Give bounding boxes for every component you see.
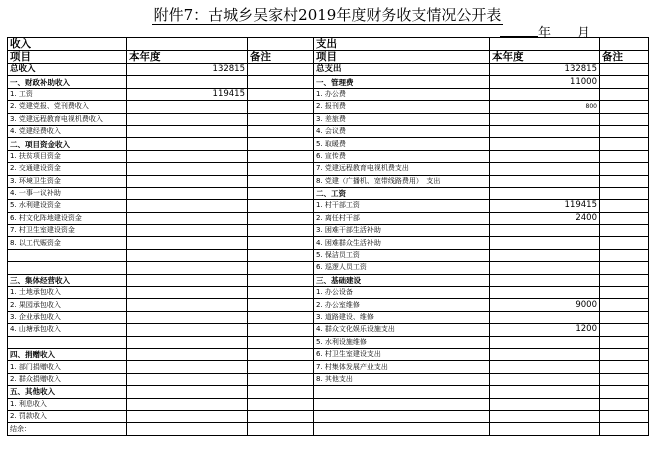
- income-value-cell: 119415: [127, 88, 248, 100]
- income-item-cell: 二、项目资金收入: [8, 138, 127, 150]
- expense-item-cell: [314, 423, 490, 435]
- income-note-cell: [248, 348, 314, 360]
- expense-item-cell: 1. 村干部工资: [314, 200, 490, 212]
- table-row: [8, 76, 649, 88]
- table-row: [8, 361, 649, 373]
- income-note-cell: [248, 88, 314, 100]
- income-header: 收入: [8, 38, 127, 51]
- expense-item-cell: 6. 宣传费: [314, 150, 490, 162]
- income-note-cell: [248, 113, 314, 125]
- income-value-cell: [127, 398, 248, 410]
- expense-note-cell: [600, 336, 649, 348]
- income-value-cell: [127, 249, 248, 261]
- expense-value-cell: [490, 225, 600, 237]
- expense-value-cell: [490, 163, 600, 175]
- income-this-year-header: 本年度: [127, 51, 248, 64]
- income-note-cell: [248, 175, 314, 187]
- income-value-cell: [127, 163, 248, 175]
- expense-note-cell: [600, 386, 649, 398]
- expense-item-cell: [314, 398, 490, 410]
- income-note-cell: [248, 398, 314, 410]
- table-row: [8, 299, 649, 311]
- income-value-cell: [127, 336, 248, 348]
- expense-item-cell: [314, 410, 490, 422]
- table-row: [8, 336, 649, 348]
- expense-value-cell: [490, 262, 600, 274]
- table-row: [8, 163, 649, 175]
- expense-note-header: 备注: [600, 51, 649, 64]
- expense-value-cell: [490, 386, 600, 398]
- expense-note-cell: [600, 187, 649, 199]
- income-value-cell: [127, 150, 248, 162]
- header-blank: [248, 38, 314, 51]
- expense-item-cell: 4. 会议费: [314, 125, 490, 137]
- expense-note-cell: [600, 348, 649, 360]
- table-row: [8, 150, 649, 162]
- income-note-cell: [248, 237, 314, 249]
- income-note-cell: [248, 150, 314, 162]
- table-row: [8, 101, 649, 113]
- income-item-cell: 五、其他收入: [8, 386, 127, 398]
- expense-note-cell: [600, 398, 649, 410]
- table-row: [8, 225, 649, 237]
- income-item-cell: 4. 一事一议补助: [8, 187, 127, 199]
- income-value-cell: [127, 361, 248, 373]
- income-value-cell: [127, 138, 248, 150]
- income-item-cell: 2. 果园承包收入: [8, 299, 127, 311]
- income-value-cell: [127, 274, 248, 286]
- income-note-cell: [248, 212, 314, 224]
- income-note-cell: [248, 200, 314, 212]
- income-item-cell: [8, 336, 127, 348]
- income-note-cell: [248, 76, 314, 88]
- income-note-cell: [248, 311, 314, 323]
- income-note-cell: [248, 225, 314, 237]
- income-value-cell: 132815: [127, 64, 248, 76]
- expense-value-cell: [490, 125, 600, 137]
- month-label: 月: [577, 26, 591, 41]
- income-value-cell: [127, 386, 248, 398]
- expense-note-cell: [600, 88, 649, 100]
- expense-value-cell: [490, 113, 600, 125]
- expense-value-cell: [490, 410, 600, 422]
- expense-note-cell: [600, 262, 649, 274]
- expense-this-year-header: 本年度: [490, 51, 600, 64]
- income-item-cell: 6. 村文化阵地建设资金: [8, 212, 127, 224]
- income-item-cell: 3. 环境卫生资金: [8, 175, 127, 187]
- expense-value-cell: [490, 311, 600, 323]
- income-note-cell: [248, 361, 314, 373]
- expense-value-cell: [490, 348, 600, 360]
- expense-value-cell: [490, 175, 600, 187]
- expense-item-cell: 2. 离任村干部: [314, 212, 490, 224]
- income-value-cell: [127, 423, 248, 435]
- income-value-cell: [127, 410, 248, 422]
- table-row: [8, 212, 649, 224]
- income-item-cell: 4. 党建经费收入: [8, 125, 127, 137]
- expense-item-cell: 6. 巡逻人员工资: [314, 262, 490, 274]
- income-note-cell: [248, 373, 314, 385]
- income-item-cell: 2. 交通建设资金: [8, 163, 127, 175]
- expense-value-cell: 1200: [490, 324, 600, 336]
- income-note-cell: [248, 287, 314, 299]
- expense-note-cell: [600, 200, 649, 212]
- expense-item-cell: 三、基础建设: [314, 274, 490, 286]
- expense-value-cell: [490, 287, 600, 299]
- income-value-cell: [127, 225, 248, 237]
- table-row: [8, 348, 649, 360]
- expense-note-cell: [600, 274, 649, 286]
- table-row: [8, 311, 649, 323]
- table-row: [8, 125, 649, 137]
- income-note-cell: [248, 64, 314, 76]
- expense-item-cell: 2. 报刊费: [314, 101, 490, 113]
- expense-item-cell: 二、工资: [314, 187, 490, 199]
- expense-value-cell: 11000: [490, 76, 600, 88]
- expense-item-header: 项目: [314, 51, 490, 64]
- expense-item-cell: 3. 困难干部生活补助: [314, 225, 490, 237]
- income-item-cell: 1. 扶贫项目资金: [8, 150, 127, 162]
- income-item-cell: 结余：: [8, 423, 127, 435]
- expense-note-cell: [600, 237, 649, 249]
- year-label: 年: [538, 26, 552, 41]
- expense-value-cell: [490, 88, 600, 100]
- income-item-cell: 2. 罚款收入: [8, 410, 127, 422]
- income-note-cell: [248, 274, 314, 286]
- expense-item-cell: 一、管理费: [314, 76, 490, 88]
- income-item-cell: [8, 249, 127, 261]
- income-note-cell: [248, 423, 314, 435]
- expense-note-cell: [600, 150, 649, 162]
- expense-item-cell: 3. 道路建设、维修: [314, 311, 490, 323]
- title-text: 附件7：古城乡吴家村2019年度财务收支情况公开表: [153, 6, 502, 24]
- expense-note-cell: [600, 113, 649, 125]
- income-note-cell: [248, 299, 314, 311]
- income-value-cell: [127, 299, 248, 311]
- income-item-cell: 3. 企业承包收入: [8, 311, 127, 323]
- income-note-cell: [248, 336, 314, 348]
- income-note-cell: [248, 101, 314, 113]
- column-header-row: [8, 51, 649, 64]
- expense-note-cell: [600, 101, 649, 113]
- income-item-cell: 1. 利息收入: [8, 398, 127, 410]
- income-value-cell: [127, 373, 248, 385]
- income-value-cell: [127, 262, 248, 274]
- finance-table: [7, 37, 649, 436]
- section-header-row: [8, 38, 649, 51]
- expense-note-cell: [600, 163, 649, 175]
- table-row: [8, 237, 649, 249]
- table-row: [8, 373, 649, 385]
- expense-note-cell: [600, 311, 649, 323]
- expense-value-cell: 119415: [490, 200, 600, 212]
- expense-note-cell: [600, 125, 649, 137]
- income-value-cell: [127, 76, 248, 88]
- expense-value-cell: [490, 187, 600, 199]
- header-blank: [600, 38, 649, 51]
- expense-item-cell: 1. 办公设备: [314, 287, 490, 299]
- expense-value-cell: [490, 398, 600, 410]
- income-note-cell: [248, 249, 314, 261]
- income-note-cell: [248, 262, 314, 274]
- income-item-cell: 8. 以工代赈资金: [8, 237, 127, 249]
- table-row: [8, 200, 649, 212]
- table-row: [8, 410, 649, 422]
- header-blank: [490, 38, 600, 51]
- table-row: [8, 274, 649, 286]
- income-item-cell: 1. 部门捐赠收入: [8, 361, 127, 373]
- income-value-cell: [127, 237, 248, 249]
- income-item-cell: 1. 土地承包收入: [8, 287, 127, 299]
- expense-item-cell: 2. 办公室维修: [314, 299, 490, 311]
- expense-header: 支出: [314, 38, 490, 51]
- expense-note-cell: [600, 299, 649, 311]
- expense-item-cell: 7. 村集体发展产业支出: [314, 361, 490, 373]
- expense-value-cell: [490, 150, 600, 162]
- expense-note-cell: [600, 361, 649, 373]
- expense-note-cell: [600, 324, 649, 336]
- expense-item-cell: 5. 水利设施维修: [314, 336, 490, 348]
- table-row: [8, 175, 649, 187]
- expense-item-cell: 7. 党建远程教育电视机费支出: [314, 163, 490, 175]
- income-item-header: 项目: [8, 51, 127, 64]
- expense-item-cell: 4. 困难群众生活补助: [314, 237, 490, 249]
- expense-value-cell: [490, 274, 600, 286]
- table-row: [8, 423, 649, 435]
- expense-item-cell: [314, 386, 490, 398]
- table-row: [8, 324, 649, 336]
- income-value-cell: [127, 113, 248, 125]
- expense-value-cell: [490, 361, 600, 373]
- income-item-cell: 2. 党建党报、党刊费收入: [8, 101, 127, 113]
- expense-value-cell: [490, 336, 600, 348]
- expense-value-cell: 2400: [490, 212, 600, 224]
- income-value-cell: [127, 175, 248, 187]
- income-note-header: 备注: [248, 51, 314, 64]
- income-value-cell: [127, 212, 248, 224]
- expense-value-cell: 9000: [490, 299, 600, 311]
- expense-value-cell: [490, 249, 600, 261]
- expense-item-cell: 总支出: [314, 64, 490, 76]
- expense-value-cell: [490, 138, 600, 150]
- expense-note-cell: [600, 287, 649, 299]
- income-item-cell: 7. 村卫生室建设资金: [8, 225, 127, 237]
- expense-value-cell: [490, 373, 600, 385]
- expense-note-cell: [600, 212, 649, 224]
- table-row: [8, 88, 649, 100]
- income-item-cell: 四、捐赠收入: [8, 348, 127, 360]
- table-row: [8, 187, 649, 199]
- expense-note-cell: [600, 76, 649, 88]
- table-row: [8, 138, 649, 150]
- income-value-cell: [127, 125, 248, 137]
- expense-note-cell: [600, 175, 649, 187]
- table-row: [8, 262, 649, 274]
- table-row: [8, 287, 649, 299]
- expense-value-cell: [490, 423, 600, 435]
- income-note-cell: [248, 138, 314, 150]
- table-row: [8, 64, 649, 76]
- income-value-cell: [127, 348, 248, 360]
- header-blank: [127, 38, 248, 51]
- income-value-cell: [127, 287, 248, 299]
- expense-item-cell: 8. 其他支出: [314, 373, 490, 385]
- income-value-cell: [127, 324, 248, 336]
- income-item-cell: 4. 山塘承包收入: [8, 324, 127, 336]
- expense-note-cell: [600, 225, 649, 237]
- expense-note-cell: [600, 64, 649, 76]
- income-item-cell: 5. 水利建设资金: [8, 200, 127, 212]
- expense-note-cell: [600, 373, 649, 385]
- income-item-cell: 总收入: [8, 64, 127, 76]
- income-value-cell: [127, 101, 248, 113]
- expense-note-cell: [600, 138, 649, 150]
- expense-item-cell: 3. 差旅费: [314, 113, 490, 125]
- income-item-cell: 2. 群众捐赠收入: [8, 373, 127, 385]
- expense-item-cell: 1. 办公费: [314, 88, 490, 100]
- expense-item-cell: 5. 取暖费: [314, 138, 490, 150]
- expense-item-cell: 8. 党建（广播机、宽带线路费用） 支出: [314, 175, 490, 187]
- table-row: [8, 113, 649, 125]
- expense-value-cell: 800: [490, 101, 600, 113]
- income-value-cell: [127, 200, 248, 212]
- income-note-cell: [248, 410, 314, 422]
- income-note-cell: [248, 125, 314, 137]
- income-item-cell: 1. 工资: [8, 88, 127, 100]
- income-item-cell: [8, 262, 127, 274]
- income-note-cell: [248, 386, 314, 398]
- table-row: [8, 249, 649, 261]
- income-value-cell: [127, 187, 248, 199]
- income-note-cell: [248, 163, 314, 175]
- income-item-cell: 三、集体经营收入: [8, 274, 127, 286]
- income-item-cell: 一、财政补助收入: [8, 76, 127, 88]
- expense-note-cell: [600, 410, 649, 422]
- income-item-cell: 3. 党建远程教育电视机费收入: [8, 113, 127, 125]
- table-row: [8, 398, 649, 410]
- expense-value-cell: [490, 237, 600, 249]
- income-value-cell: [127, 311, 248, 323]
- table-row: [8, 386, 649, 398]
- income-note-cell: [248, 324, 314, 336]
- expense-item-cell: 5. 保洁员工资: [314, 249, 490, 261]
- expense-note-cell: [600, 249, 649, 261]
- expense-value-cell: 132815: [490, 64, 600, 76]
- income-note-cell: [248, 187, 314, 199]
- expense-note-cell: [600, 423, 649, 435]
- expense-item-cell: 4. 群众文化娱乐设施支出: [314, 324, 490, 336]
- expense-item-cell: 6. 村卫生室建设支出: [314, 348, 490, 360]
